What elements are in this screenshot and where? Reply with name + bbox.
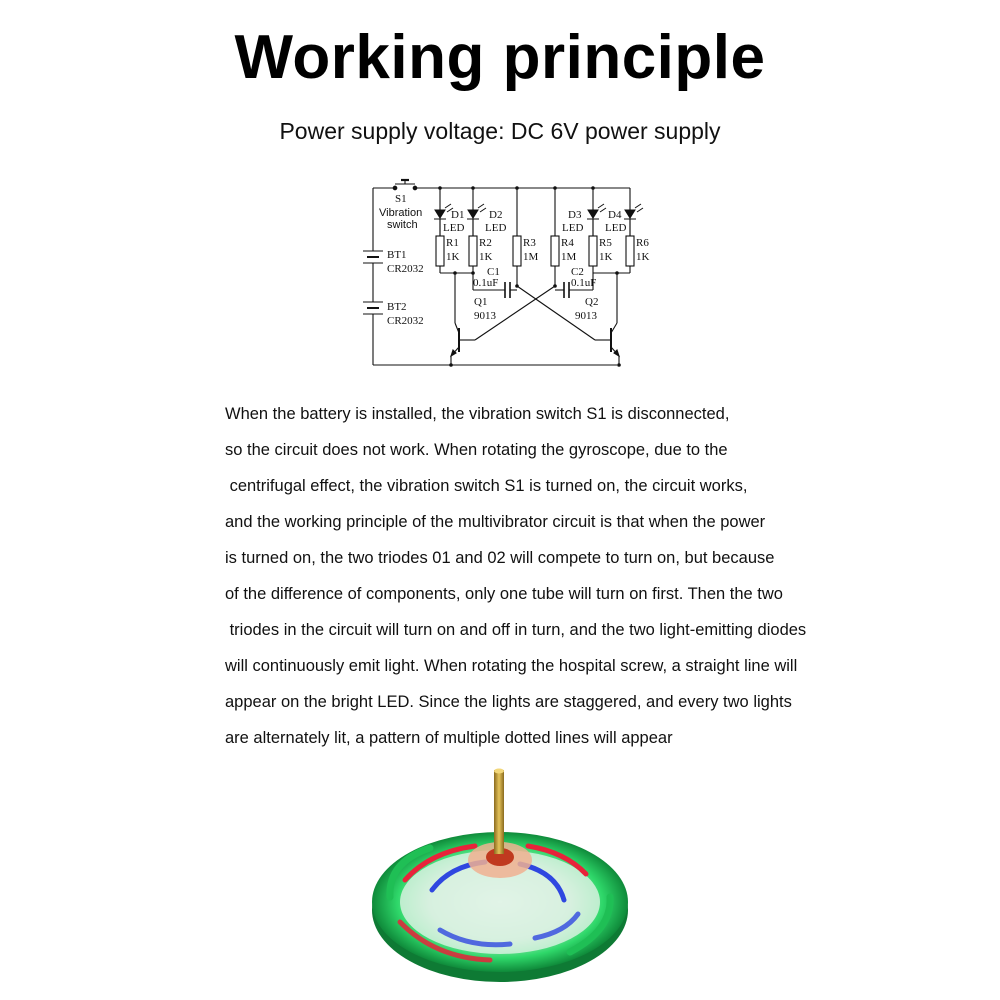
battery-bt1-part: CR2032 <box>387 263 424 275</box>
page-title: Working principle <box>234 23 766 92</box>
battery-bt2-part: CR2032 <box>387 315 424 327</box>
description-line: are alternately lit, a pattern of multiple dotted lines will appear <box>225 729 673 747</box>
led-d4-type: LED <box>605 222 627 234</box>
battery-bt1-ref: BT1 <box>387 249 407 261</box>
led-d2-type: LED <box>485 222 507 234</box>
resistor-r3-symbol <box>513 236 521 266</box>
resistor-r4-symbol <box>551 236 559 266</box>
resistor-r3-ref: R3 <box>523 237 536 249</box>
led-d4-symbol <box>624 204 643 219</box>
resistor-r2-value: 1K <box>479 251 493 263</box>
description-line: centrifugal effect, the vibration switch S1 is turned on, the circuit works, <box>225 477 748 495</box>
led-d1-type: LED <box>443 222 465 234</box>
resistor-r4-ref: R4 <box>561 237 574 249</box>
led-d3-ref: D3 <box>568 209 582 221</box>
resistor-r5-ref: R5 <box>599 237 612 249</box>
led-d4-ref: D4 <box>608 209 622 221</box>
circuit-schematic <box>355 178 650 373</box>
resistor-r1-ref: R1 <box>446 237 459 249</box>
power-supply-subtitle: Power supply voltage: DC 6V power supply <box>279 118 721 144</box>
transistor-q2-ref: Q2 <box>585 296 599 308</box>
battery-bt2-symbol <box>363 302 383 314</box>
description-line: triodes in the circuit will turn on and off in turn, and the two light-emitting diodes <box>225 621 807 639</box>
resistor-r6-ref: R6 <box>636 237 649 249</box>
spinner-pin <box>494 770 504 854</box>
resistor-r4-value: 1M <box>561 251 577 263</box>
resistor-r2-symbol <box>469 236 477 266</box>
transistor-q1-symbol <box>451 323 459 365</box>
transistor-q2-part: 9013 <box>575 310 597 322</box>
capacitor-c1-ref: C1 <box>487 266 500 278</box>
capacitor-c2-value: 0.1uF <box>571 277 597 289</box>
led-d1-ref: D1 <box>451 209 465 221</box>
resistor-r5-symbol <box>589 236 597 266</box>
switch-desc-line1: Vibration <box>379 207 423 219</box>
description-line: and the working principle of the multivibrator circuit is that when the power <box>225 513 766 531</box>
resistor-r5-value: 1K <box>599 251 613 263</box>
transistor-q1-part: 9013 <box>474 310 496 322</box>
description-line: When the battery is installed, the vibration switch S1 is disconnected, <box>225 405 730 423</box>
led-d3-symbol <box>587 204 606 219</box>
resistor-r1-value: 1K <box>446 251 460 263</box>
led-d2-ref: D2 <box>489 209 503 221</box>
resistor-r3-value: 1M <box>523 251 539 263</box>
battery-bt2-ref: BT2 <box>387 301 407 313</box>
description-line: so the circuit does not work. When rotating the gyroscope, due to the <box>225 441 728 459</box>
description-line: of the difference of components, only one tube will turn on first. Then the two <box>225 585 783 603</box>
transistor-q1-ref: Q1 <box>474 296 488 308</box>
description-line: will continuously emit light. When rotating the hospital screw, a straight line will <box>225 657 798 675</box>
switch-ref-label: S1 <box>395 193 407 205</box>
description-line: is turned on, the two triodes 01 and 02 will compete to turn on, but because <box>225 549 775 567</box>
capacitor-c2-ref: C2 <box>571 266 584 278</box>
capacitor-c1-value: 0.1uF <box>473 277 499 289</box>
resistor-r6-value: 1K <box>636 251 650 263</box>
switch-desc-line2: switch <box>387 219 418 231</box>
description-paragraph <box>225 396 925 756</box>
battery-bt1-symbol <box>363 251 383 263</box>
resistor-r6-symbol <box>626 236 634 266</box>
led-d2-symbol <box>467 204 486 219</box>
spinning-top-photo <box>360 762 640 992</box>
resistor-r2-ref: R2 <box>479 237 492 249</box>
led-d3-type: LED <box>562 222 584 234</box>
resistor-r1-symbol <box>436 236 444 266</box>
description-line: appear on the bright LED. Since the lights are staggered, and every two lights <box>225 693 792 711</box>
vibration-switch-symbol <box>393 180 417 190</box>
transistor-q2-symbol <box>611 323 619 365</box>
